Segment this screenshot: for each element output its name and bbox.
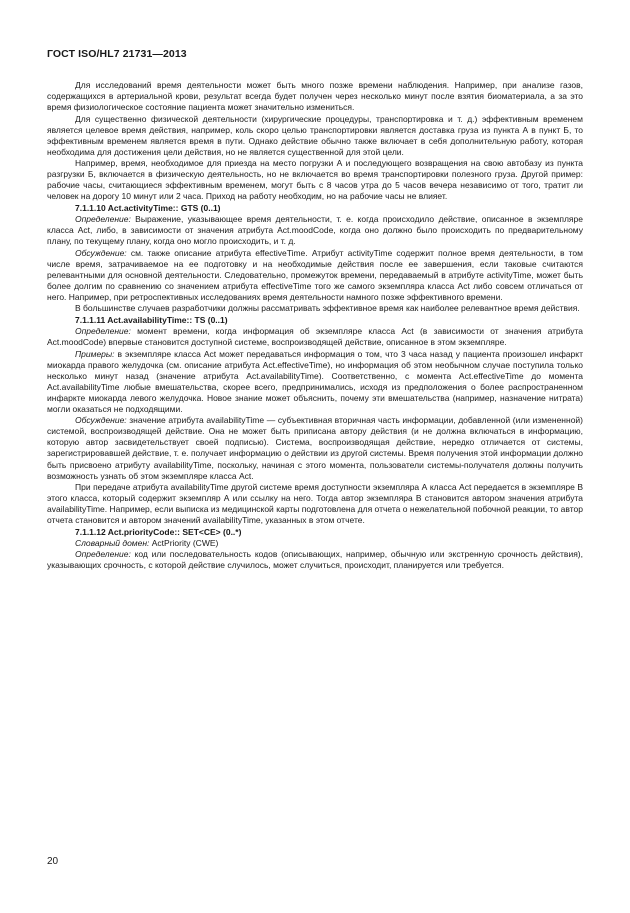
discussion-label: Обсуждение: <box>75 247 127 258</box>
definition-paragraph <box>47 549 583 571</box>
section-heading-7-1-1-10: 7.1.1.10 Act.activityTime:: GTS (0..1) <box>75 202 221 213</box>
discussion-text: см. также описание атрибута effectiveTime. Атрибут activityTime содержит полное время деятельности, в том числе время, затрачиваемое на ее подготовку и на необходимые действия после ее завершения, если таковые считаются релевантными для основной деятельности. Следовательно, промежуток времени, передаваемый в атрибуте activityTime, может быть более долгим по сравнению со значением атрибута effectiveTime того же самого экземпляра класса Act либо совсем отличаться от него. Например, при ретроспективных исследованиях время деятельности намного позже эффективного времени. <box>47 247 583 302</box>
section-heading-7-1-1-11: 7.1.1.11 Act.availabilityTime:: TS (0..1) <box>75 314 228 325</box>
paragraph: Например, время, необходимое для приезда на место погрузки А и последующего возвращения на свою автобазу из пункта разгрузки Б, включается в физическую деятельность, но не включается во время транспортировки полезного груза. Другой пример: рабочие часы, считающиеся эффективным временем, могут быть с 8 часов утра до 5 часов вечера независимо от того, тратит ли человек на дорогу 10 минут или 2 часа. Приход на работу необходим, но на рабочие часы не влияет. <box>47 158 583 202</box>
examples-text: в экземпляре класса Act может передаваться информация о том, что 3 часа назад у пациента произошел инфаркт миокарда правого желудочка (см. описание атрибута Act.effectiveTime), но информация об этом необычном случае поступила только несколько минут назад (значение атрибута Act.availabilityTime). Соответственно, с момента Act.effectiveTime до момента Act.availabilityTime любые вмешательства, скорее всего, предпринимались, исходя из предположения о более распространенном инфаркте миокарда левого желудочка. Новое знание может объяснить, почему эти вмешательства (например, назначение нитрата) могли оказаться не подходящими. <box>47 348 583 414</box>
page-number: 20 <box>47 856 59 867</box>
definition-label: Определение: <box>75 549 131 560</box>
definition-text: момент времени, когда информация об экземпляре класса Act (в зависимости от значения атрибута Act.moodCode) впервые становится доступной системе, воспроизводящей действие, описанное в этом экземпляре. <box>47 326 583 348</box>
paragraph: Для исследований время деятельности может быть много позже времени наблюдения. Например, при анализе газов, содержащихся в артериальной крови, результат всегда будет получен через несколько минут после взятия биоматериала, а за это время физиологическое состояние пациента может значительно измениться. <box>47 80 583 113</box>
definition-text: код или последовательность кодов (описывающих, например, обычную или экстренную срочность действия), указывающих срочность, с которой действие случилось, может случиться, происходит, планируется или требуется. <box>47 549 583 571</box>
definition-text: Выражение, указывающее время деятельности, т. е. когда происходило действие, описанное в экземпляре класса Act, либо, в зависимости от значения атрибута Act.moodCode, когда оно должно было происходить по предварительному плану, по текущему плану, когда оно могло происходить, и т. д. <box>47 214 583 247</box>
paragraph: При передаче атрибута availabilityTime другой системе время доступности экземпляра А класса Act передается в экземпляре В этого класса, который содержит экземпляр А или ссылку на него. Тогда автор экземпляра В становится автором значения атрибута availabilityTime. Например, если выписка из медицинской карты подготовлена для отчета о нежелательной побочной реакции, то автор отчета становится и автором значений availabilityTime, указанных в этом отчете. <box>47 481 583 526</box>
vocab-paragraph <box>47 538 583 549</box>
examples-label: Примеры: <box>75 348 115 359</box>
discussion-paragraph <box>47 415 583 481</box>
definition-paragraph <box>47 214 583 247</box>
paragraph: Для существенно физической деятельности (хирургические процедуры, транспортировка и т. д.) эффективным временем является целевое время действия, например, коль скоро целью транспортировки является доставка груза из пункта А в пункт Б, то эффективным временем является время в пути. Однако действие обычно также включает в себя дополнительную работу, которая необходима для достижения цели действия, но не является существенной для этой цели. <box>47 113 583 157</box>
discussion-label: Обсуждение: <box>75 415 127 426</box>
definition-label: Определение: <box>75 326 131 337</box>
vocab-label: Словарный домен: <box>75 538 150 548</box>
definition-paragraph <box>47 326 583 348</box>
section-heading-7-1-1-12: 7.1.1.12 Act.priorityCode:: SET<CE> (0..*) <box>75 526 242 537</box>
examples-paragraph <box>47 349 583 415</box>
discussion-paragraph <box>47 248 583 303</box>
document-header: ГОСТ ISO/HL7 21731—2013 <box>47 48 187 60</box>
vocab-text: ActPriority (CWE) <box>149 538 219 548</box>
discussion-text: значение атрибута availabilityTime — субъективная вторичная часть информации, добавленной (или измененной) системой, воспроизводящей действие. Она не может быть приписана автору действия (и не должна включаться в информацию, которую автор засвидетельствует своей подписью). Система, воспроизводящая действие, нередко отличается от системы, зарегистрировавшей действие, т. е. получает информацию о действии из другой системы. Время получения этой информации должно быть присвоено атрибуту availabilityTime, поскольку, начиная с этого момента, пользователи системы-получателя должны получить возможность узнать об этом экземпляре класса Act. <box>47 415 583 481</box>
document-body <box>47 80 583 572</box>
definition-label: Определение: <box>75 214 131 225</box>
paragraph: В большинстве случаев разработчики должны рассматривать эффективное время как наиболее релевантное время действия. <box>75 303 580 314</box>
